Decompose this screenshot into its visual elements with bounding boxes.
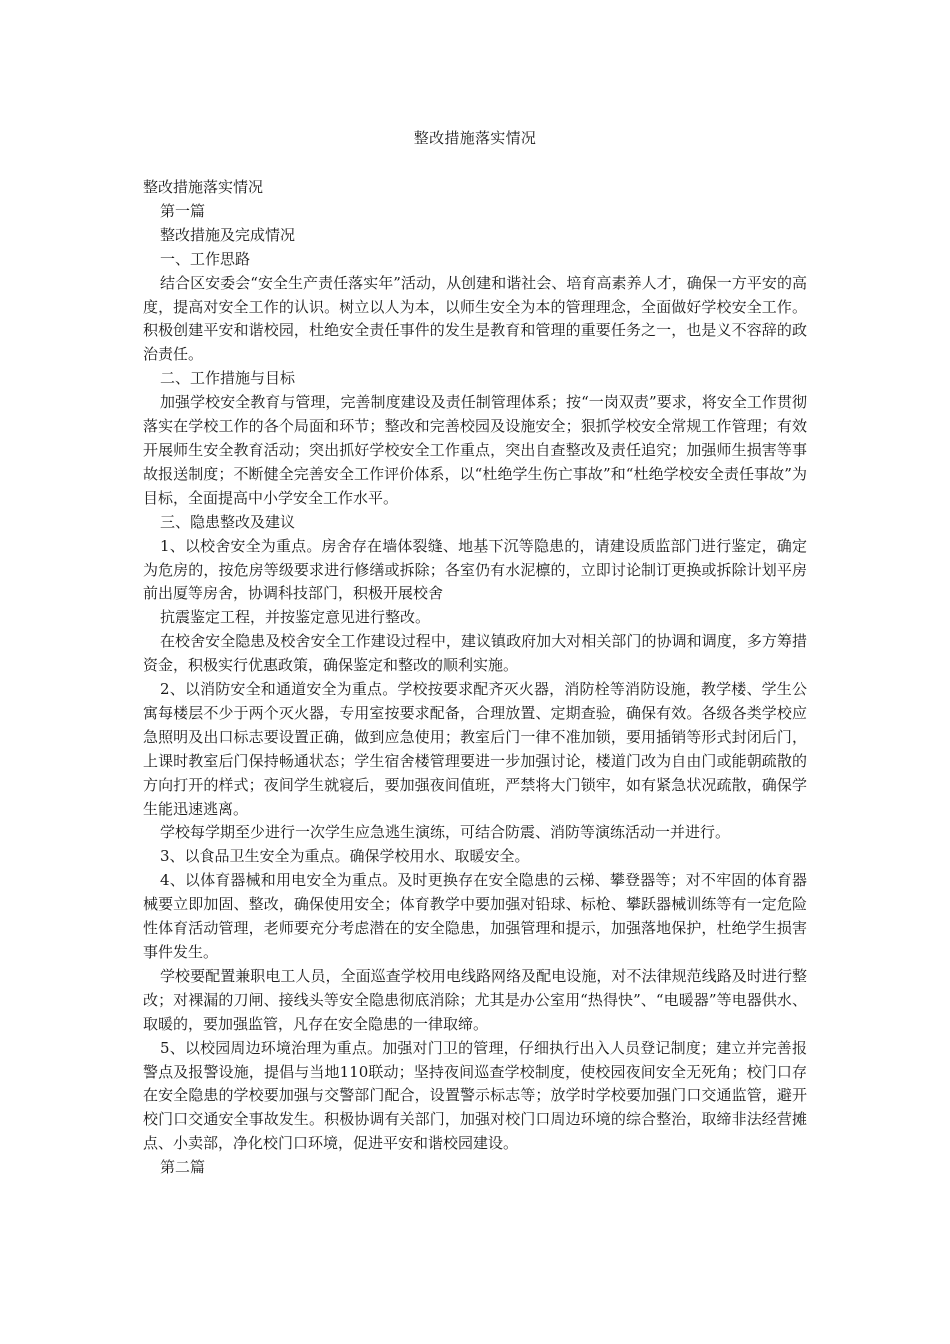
paragraph-building-safety: 1、以校舍安全为重点。房舍存在墙体裂缝、地基下沉等隐患的，请建设质监部门进行鉴定，确定为危房的，按危房等级要求进行修缮或拆除；各室仍有水泥檩的，立即讨论制订更换或拆除计划平房前出厦等房舍，协调科技部门，积极开展校舍 bbox=[143, 536, 807, 603]
paragraph-evacuation-drill: 学校每学期至少进行一次学生应急逃生演练，可结合防震、消防等演练活动一并进行。 bbox=[160, 823, 731, 842]
section-label-part-two: 第二篇 bbox=[160, 1158, 206, 1177]
paragraph-food-safety: 3、以食品卫生安全为重点。确保学校用水、取暖安全。 bbox=[160, 847, 530, 866]
section-label-part-one: 第一篇 bbox=[160, 201, 206, 220]
paragraph-sports-equipment: 4、以体育器械和用电安全为重点。及时更换存在安全隐患的云梯、攀登器等；对不牢固的体育器械要立即加固、整改，确保使用安全；体育教学中要加强对铅球、标枪、攀跃器械训练等有一定危险性体育活动管理，老师要充分考虑潜在的安全隐患，加强管理和提示，加强落地保护，杜绝学生损害事件发生。 bbox=[143, 871, 807, 961]
paragraph-fire-safety: 2、以消防安全和通道安全为重点。学校按要求配齐灭火器，消防栓等消防设施，教学楼、学生公寓每楼层不少于两个灭火器，专用室按要求配备，合理放置、定期查验，确保有效。各级各类学校应急照明及出口标志要设置正确，做到应急使用；教室后门一律不准加锁，要用插销等形式封闭后门，上课时教室后门保持畅通状态；学生宿舍楼管理要进一步加强讨论，楼道门改为自由门或能朝疏散的方向打开的样式；夜间学生就寝后，要加强夜间值班，严禁将大门锁牢，如有紧急状况疏散，确保学生能迅速逃离。 bbox=[143, 680, 807, 818]
paragraph-electrical-safety: 学校要配置兼职电工人员，全面巡查学校用电线路网络及配电设施，对不法律规范线路及时进行整改；对裸漏的刀闸、接线头等安全隐患彻底消除；尤其是办公室用“热得快”、“电暖器”等电器供水、取暖的，要加强监管，凡存在安全隐患的一律取缔。 bbox=[143, 966, 807, 1033]
paragraph-building-suggestion: 在校舍安全隐患及校舍安全工作建设过程中，建议镇政府加大对相关部门的协调和调度，多方筹措资金，积极实行优惠政策，确保鉴定和整改的顺利实施。 bbox=[143, 632, 807, 675]
paragraph-work-approach: 结合区安委会“安全生产责任落实年”活动，从创建和谐社会、培育高素养人才，确保一方平安的高度，提高对安全工作的认识。树立以人为本，以师生安全为本的管理理念，全面做好学校安全工作。积极创建平安和谐校园，杜绝安全责任事件的发生是教育和管理的重要任务之一，也是义不容辞的政治责任。 bbox=[143, 273, 807, 364]
paragraph-measures-goals: 加强学校安全教育与管理，完善制度建设及责任制管理体系；按“一岗双责”要求，将安全工作贯彻落实在学校工作的各个局面和环节；整改和完善校园及设施安全；狠抓学校安全常规工作管理；有效开展师生安全教育活动；突出抓好学校安全工作重点，突出自查整改及责任追究；加强师生损害等事故报送制度；不断健全完善安全工作评价体系，以“杜绝学生伤亡事故”和“杜绝学校安全责任事故”为目标，全面提高中小学安全工作水平。 bbox=[143, 393, 807, 507]
heading-measures-goals: 二、工作措施与目标 bbox=[160, 369, 296, 388]
heading-work-approach: 一、工作思路 bbox=[160, 249, 251, 268]
paragraph-seismic-appraisal: 抗震鉴定工程，并按鉴定意见进行整改。 bbox=[160, 608, 431, 627]
paragraph-campus-surroundings: 5、以校园周边环境治理为重点。加强对门卫的管理，仔细执行出入人员登记制度；建立并完善报警点及报警设施，提倡与当地110联动；坚持夜间巡查学校制度，使校园夜间安全无死角；校门口存在安全隐患的学校要加强与交警部门配合，设置警示标志等；放学时学校要加强门口交通监管，避开校门口交通安全事故发生。积极协调有关部门，加强对校门口周边环境的综合整治，取缔非法经营摊点、小卖部，净化校门口环境，促进平安和谐校园建设。 bbox=[143, 1038, 807, 1153]
document-body bbox=[143, 176, 807, 1180]
document-title: 整改措施落实情况 bbox=[413, 129, 537, 147]
subtitle-measures: 整改措施及完成情况 bbox=[160, 225, 296, 244]
heading-hazard-rectification: 三、隐患整改及建议 bbox=[160, 512, 296, 531]
body-heading: 整改措施落实情况 bbox=[143, 178, 264, 196]
